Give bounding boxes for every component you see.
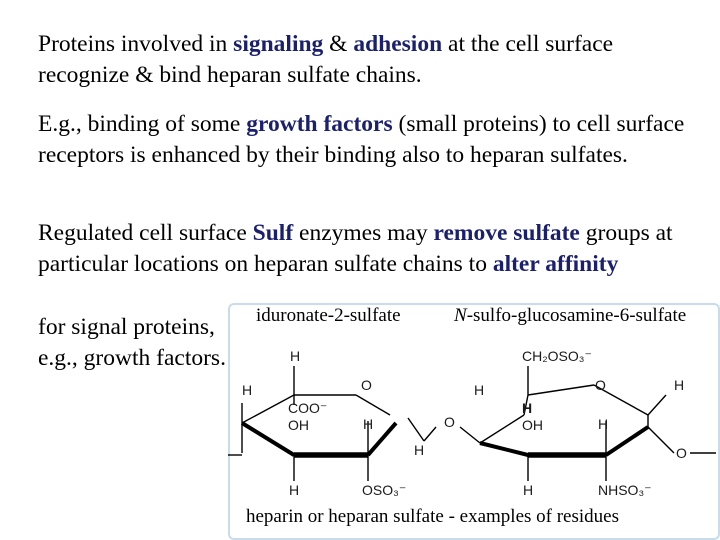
ring1-h-right: H — [414, 442, 425, 458]
text: at the cell surface recognize & bind heparan sulfate chains. — [38, 31, 614, 88]
text: Regulated cell surface — [38, 220, 253, 246]
structure-diagram — [228, 303, 720, 540]
paragraph-sulf-enzymes — [38, 218, 708, 280]
ring2-h-top-right: H — [674, 377, 685, 393]
ring2-nhso3: NHSO₃⁻ — [598, 482, 652, 498]
ring1-o-ring: O — [361, 377, 372, 393]
highlight-sulf: Sulf — [252, 220, 294, 246]
ring2-h-bold: H — [522, 400, 533, 416]
ring1-oso3: OSO₃⁻ — [362, 482, 407, 498]
highlight-growth-factors: growth factors — [246, 111, 393, 137]
ring1-h-left: H — [242, 382, 253, 398]
ring1-h-mid: H — [363, 416, 374, 432]
ring2-o-right: O — [676, 445, 687, 461]
text: Proteins involved in — [38, 31, 234, 57]
label-iduronate: iduronate-2-sulfate — [256, 305, 401, 326]
text: groups at particular locations on heparan sulfate chains to — [38, 220, 673, 277]
ring2-ch2oso3: CH₂OSO₃⁻ — [522, 348, 592, 364]
ring2-oh: OH — [522, 417, 543, 433]
ring2-h-left: H — [474, 382, 485, 398]
paragraph-sulf-continuation: for signal proteins, e.g., growth factors. — [38, 314, 226, 371]
glycosidic-o: O — [444, 414, 455, 430]
label-n-prefix: N — [454, 305, 467, 326]
ring1-oh: OH — [288, 417, 309, 433]
heparin-structure-figure — [228, 303, 720, 540]
highlight-remove-sulfate: remove sulfate — [433, 220, 580, 246]
label-glucosamine-rest: -sulfo-glucosamine-6-sulfate — [466, 305, 687, 326]
ring1-h-bottom: H — [289, 482, 300, 498]
ring1-h-top: H — [290, 348, 301, 364]
text: & — [323, 31, 354, 57]
highlight-alter-affinity: alter affinity — [492, 251, 619, 277]
text: E.g., binding of some — [38, 111, 247, 137]
figure-caption: heparin or heparan sulfate - examples of residues — [246, 506, 619, 527]
paragraph-growth-factors — [38, 109, 708, 171]
ring2-o-ring: O — [595, 377, 606, 393]
highlight-adhesion: adhesion — [353, 31, 443, 57]
ring2-h-bottom: H — [523, 482, 534, 498]
paragraph-signaling-adhesion — [38, 29, 698, 91]
text: (small proteins) to cell surface receptors is enhanced by their binding also to heparan sulfates. — [38, 111, 685, 168]
ring2-h-mid: H — [598, 416, 609, 432]
text: enzymes may — [293, 220, 434, 246]
ring1-coo: COO⁻ — [288, 400, 328, 416]
highlight-signaling: signaling — [233, 31, 324, 57]
